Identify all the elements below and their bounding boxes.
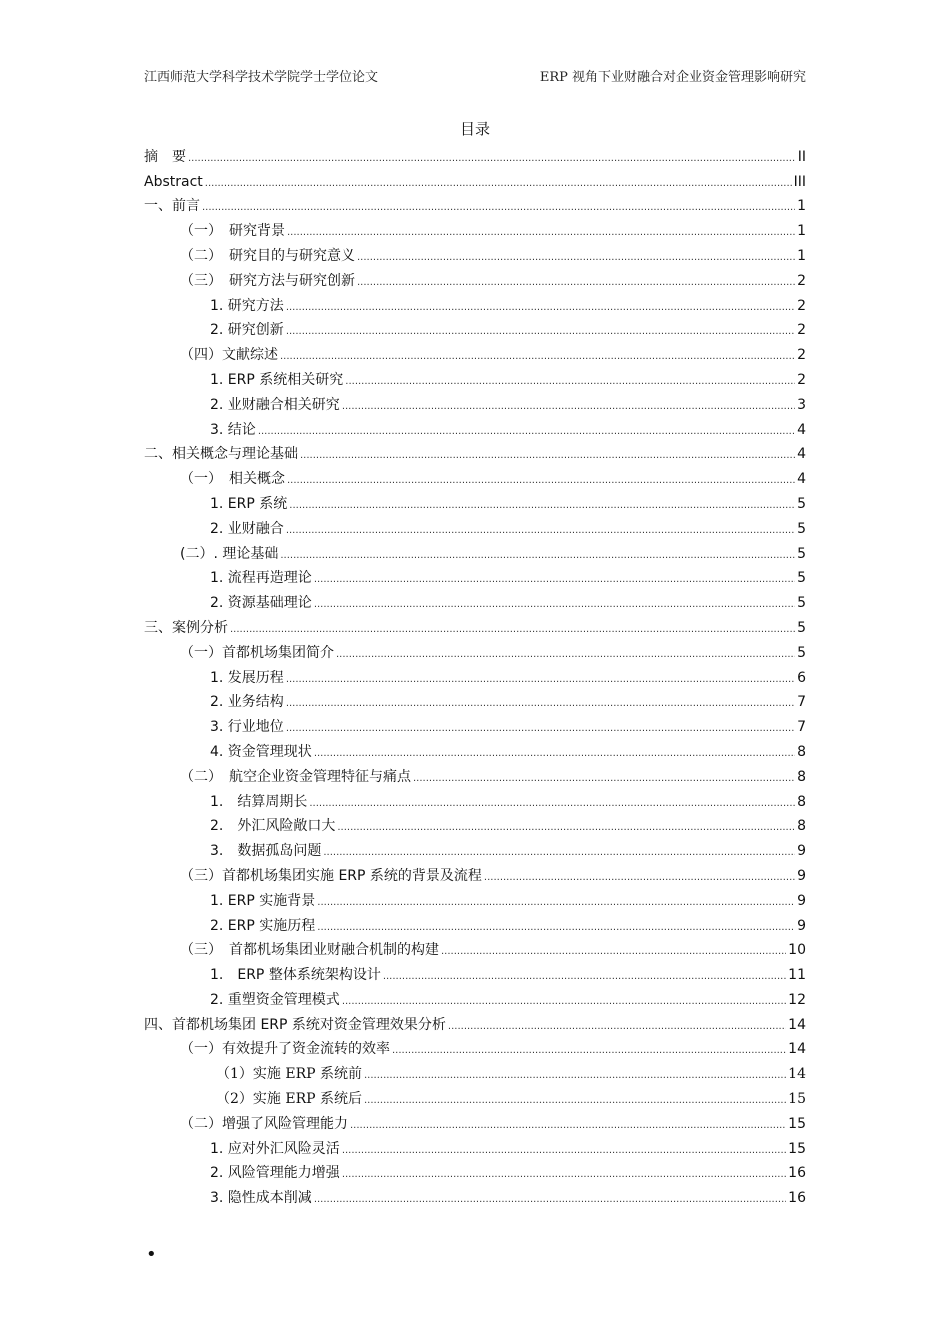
toc-entry-page: 15 [788,1091,806,1108]
toc-entry[interactable] [144,812,806,837]
toc-entry-page: 4 [797,471,806,488]
toc-entry-label: 3. 行业地位 [210,719,284,736]
toc-entry[interactable] [144,216,806,241]
toc-entry-page: 5 [797,644,806,661]
toc-leader-dots [337,820,795,836]
toc-leader-dots [314,597,795,613]
toc-leader-dots [286,324,795,340]
toc-entry-page: 16 [788,1165,806,1182]
toc-entry-label: 1. 应对外汇风险灵活 [210,1140,340,1157]
toc-entry-page: 8 [797,818,806,835]
toc-leader-dots [484,870,795,886]
toc-entry[interactable] [144,564,806,589]
toc-entry-page: 2 [797,272,806,289]
toc-leader-dots [364,1068,786,1084]
toc-entry-page: 9 [797,843,806,860]
toc-leader-dots [309,796,795,812]
toc-entry-label: 2. 外汇风险敞口大 [210,818,336,835]
toc-entry-label: 1. ERP 系统 [210,495,288,512]
toc-entry-page: III [793,173,806,190]
toc-entry-page: 1 [797,247,806,264]
toc-entry[interactable] [144,936,806,961]
toc-leader-dots [323,845,795,861]
toc-entry[interactable] [144,787,806,812]
toc-entry[interactable] [144,514,806,539]
toc-leader-dots [300,448,795,464]
toc-entry-page: 8 [797,793,806,810]
toc-entry[interactable] [144,340,806,365]
toc-leader-dots [350,1118,786,1134]
toc-entry[interactable] [144,142,806,167]
toc-entry-page: 9 [797,892,806,909]
toc-entry-page: 2 [797,322,806,339]
toc-entry[interactable] [144,316,806,341]
toc-leader-dots [336,647,795,663]
toc-entry[interactable] [144,1035,806,1060]
toc-entry-page: 10 [788,942,806,959]
toc-entry[interactable] [144,688,806,713]
toc-leader-dots [286,672,795,688]
toc-entry[interactable] [144,390,806,415]
toc-entry-page: 12 [788,991,806,1008]
toc-entry[interactable] [144,638,806,663]
toc-entry-page: 15 [788,1115,806,1132]
toc-leader-dots [317,920,795,936]
toc-entry[interactable] [144,539,806,564]
toc-entry-page: 15 [788,1140,806,1157]
toc-entry-page: 4 [797,446,806,463]
toc-entry[interactable] [144,464,806,489]
toc-entry-label: 3. 结论 [210,421,256,438]
toc-title: 目录 [459,120,490,138]
toc-entry-page: 14 [788,1066,806,1083]
toc-entry-page: 14 [788,1016,806,1033]
toc-entry-page: 4 [797,421,806,438]
toc-entry-page: 5 [797,495,806,512]
toc-entry[interactable] [144,489,806,514]
toc-entry-page: 3 [797,396,806,413]
toc-leader-dots [286,696,795,712]
toc-entry[interactable] [144,1109,806,1134]
toc-entry-page: 5 [797,520,806,537]
toc-leader-dots [317,895,795,911]
toc-leader-dots [287,473,795,489]
toc-entry-label: （三）首都机场集团实施 ERP 系统的背景及流程 [180,867,482,884]
toc-entry-page: 2 [797,347,806,364]
toc-entry-label: (二）. 理论基础 [180,545,279,562]
toc-entry-label: 2. 业财融合 [210,520,284,537]
toc-leader-dots [364,1093,786,1109]
toc-entry-label: 1. 结算周期长 [210,793,308,810]
toc-entry-page: 9 [797,867,806,884]
toc-leader-dots [286,300,795,316]
toc-entry[interactable] [144,241,806,266]
toc-entry-page: 16 [788,1190,806,1207]
toc-entry-label: Abstract [144,173,203,190]
toc-entry-label: 1. 发展历程 [210,669,284,686]
toc-entry-label: 2. 研究创新 [210,322,284,339]
toc-entry-label: （二） 研究目的与研究意义 [180,247,355,264]
toc-leader-dots [258,424,795,440]
toc-leader-dots [448,1019,786,1035]
toc-entry-page: 5 [797,619,806,636]
toc-entry-label: 2. 重塑资金管理模式 [210,991,340,1008]
toc-entry[interactable] [144,1134,806,1159]
toc-entry[interactable] [144,1084,806,1109]
toc-entry-page: 2 [797,371,806,388]
toc-entry-label: 2. 资源基础理论 [210,595,312,612]
toc-entry-page: 11 [788,967,806,984]
toc-entry-label: 1. 研究方法 [210,297,284,314]
toc-leader-dots [280,349,795,365]
toc-entry[interactable] [144,440,806,465]
toc-entry[interactable] [144,167,806,192]
toc-entry-label: （2）实施 ERP 系统后 [216,1091,362,1108]
toc-entry-page: 5 [797,595,806,612]
toc-leader-dots [286,721,795,737]
toc-leader-dots [314,572,795,588]
toc-entry-label: 1. ERP 系统相关研究 [210,371,344,388]
toc-entry-page: 8 [797,768,806,785]
toc-entry-page: 1 [797,198,806,215]
toc-leader-dots [342,399,795,415]
toc-entry[interactable] [144,1183,806,1208]
toc-entry-label: 2. 业务结构 [210,694,284,711]
toc-entry-label: （一）有效提升了资金流转的效率 [180,1041,390,1058]
toc-entry[interactable] [144,266,806,291]
toc-entry-label: （三） 首都机场集团业财融合机制的构建 [180,942,439,959]
toc-entry-label: （一）首都机场集团简介 [180,644,334,661]
toc-entry[interactable] [144,960,806,985]
toc-entry[interactable] [144,985,806,1010]
toc-leader-dots [342,1167,786,1183]
toc-entry-label: 3. 隐性成本削减 [210,1190,312,1207]
toc-leader-dots [441,944,786,960]
toc-entry-page: 1 [797,223,806,240]
toc-entry-label: 1. 流程再造理论 [210,570,312,587]
toc-entry-label: （1）实施 ERP 系统前 [216,1066,362,1083]
toc-entry-label: 1. ERP 整体系统架构设计 [210,967,381,984]
toc-entry-page: II [797,148,806,165]
toc-leader-dots [383,969,786,985]
toc-entry-label: （四）文献综述 [180,347,278,364]
toc-entry-page: 5 [797,570,806,587]
toc-entry[interactable] [144,1059,806,1084]
toc-entry-page: 7 [797,719,806,736]
toc-entry[interactable] [144,588,806,613]
toc-entry[interactable] [144,737,806,762]
toc-entry-label: （二）增强了风险管理能力 [180,1115,348,1132]
toc-leader-dots [413,771,795,787]
toc-entry-label: 四、首都机场集团 ERP 系统对资金管理效果分析 [144,1016,446,1033]
toc-entry[interactable] [144,886,806,911]
toc-entry-page: 5 [797,545,806,562]
toc-entry-label: 三、案例分析 [144,619,228,636]
toc-leader-dots [314,1192,786,1208]
toc-leader-dots [286,523,795,539]
toc-leader-dots [392,1043,786,1059]
toc-entry-page: 6 [797,669,806,686]
toc-entry-label: （一） 相关概念 [180,471,285,488]
toc-entry-page: 2 [797,297,806,314]
toc-entry[interactable] [144,415,806,440]
toc-leader-dots [230,622,795,638]
running-header-right: ERP 视角下业财融合对企业资金管理影响研究 [539,70,806,85]
toc-entry-label: （三） 研究方法与研究创新 [180,272,355,289]
toc-entry[interactable] [144,192,806,217]
footer-bullet: • [146,1244,157,1265]
toc-leader-dots [345,374,795,390]
toc-entry-page: 9 [797,917,806,934]
toc-entry[interactable] [144,861,806,886]
toc-entry-label: 摘 要 [144,148,186,165]
toc-leader-dots [188,151,796,167]
toc-entry[interactable] [144,712,806,737]
toc-entry[interactable] [144,613,806,638]
toc-entry[interactable] [144,663,806,688]
toc-leader-dots [342,1143,786,1159]
toc-entry-label: （一） 研究背景 [180,223,285,240]
toc-entry[interactable] [144,1010,806,1035]
toc-leader-dots [357,250,795,266]
toc-entry-label: 2. ERP 实施历程 [210,917,316,934]
toc-entry[interactable] [144,762,806,787]
toc-entry-page: 7 [797,694,806,711]
toc-leader-dots [357,275,795,291]
toc-entry-label: 4. 资金管理现状 [210,743,312,760]
toc-entry-label: （二） 航空企业资金管理特征与痛点 [180,768,411,785]
toc-entry-label: 1. ERP 实施背景 [210,892,316,909]
toc-entry-label: 2. 风险管理能力增强 [210,1165,340,1182]
toc-entry-label: 2. 业财融合相关研究 [210,396,340,413]
running-header-left: 江西师范大学科学技术学院学士学位论文 [144,70,379,85]
toc-leader-dots [202,200,795,216]
toc-leader-dots [289,498,795,514]
toc-entry[interactable] [144,291,806,316]
toc-entry-label: 3. 数据孤岛问题 [210,843,322,860]
toc-leader-dots [280,548,795,564]
table-of-contents [144,142,806,1208]
toc-entry[interactable] [144,911,806,936]
toc-leader-dots [205,176,792,192]
toc-entry[interactable] [144,836,806,861]
toc-leader-dots [342,994,786,1010]
toc-leader-dots [314,746,795,762]
toc-entry-page: 14 [788,1041,806,1058]
toc-entry-page: 8 [797,743,806,760]
toc-entry[interactable] [144,365,806,390]
toc-entry-label: 一、前言 [144,198,200,215]
toc-entry-label: 二、相关概念与理论基础 [144,446,298,463]
toc-leader-dots [287,225,795,241]
toc-entry[interactable] [144,1159,806,1184]
